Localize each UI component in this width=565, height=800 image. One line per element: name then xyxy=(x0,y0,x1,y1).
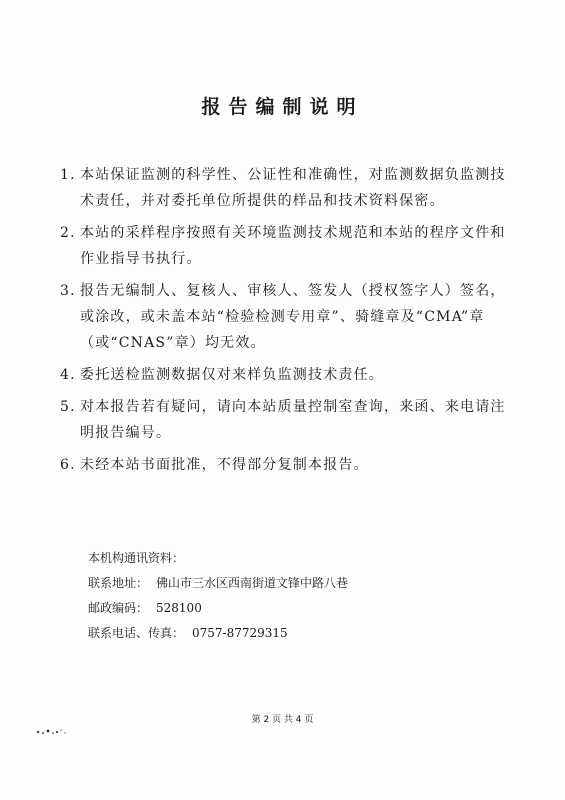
address-value: 佛山市三水区西南街道文锋中路八巷 xyxy=(156,576,349,590)
list-item xyxy=(60,278,510,356)
address-row xyxy=(88,571,348,596)
phone-label: 联系电话、传真： xyxy=(88,626,185,640)
page-number: 第 2 页 共 4 页 xyxy=(251,715,314,725)
postcode-label: 邮政编码： xyxy=(88,601,149,615)
list-item xyxy=(60,362,510,388)
item-number: 2. xyxy=(60,225,76,241)
item-number: 5. xyxy=(60,399,76,415)
list-item xyxy=(60,394,510,446)
list-item xyxy=(60,162,510,214)
postcode-value: 528100 xyxy=(156,601,202,615)
notes-list xyxy=(60,162,510,484)
postcode-row xyxy=(88,596,348,621)
item-text: 本站的采样程序按照有关环境监测技术规范和本站的程序文件和作业指导书执行。 xyxy=(80,225,506,267)
item-number: 6. xyxy=(60,457,76,473)
list-item xyxy=(60,220,510,272)
list-item xyxy=(60,452,510,478)
item-text: 未经本站书面批准，不得部分复制本报告。 xyxy=(80,457,369,473)
item-number: 1. xyxy=(60,167,76,183)
item-number: 3. xyxy=(60,283,76,299)
phone-value: 0757-87729315 xyxy=(192,626,288,640)
address-label: 联系地址： xyxy=(88,576,149,590)
page-title: 报告编制说明 xyxy=(201,96,364,118)
item-text: 报告无编制人、复核人、审核人、签发人（授权签字人）签名，或涂改，或未盖本站“检验检测专用章”、骑缝章及“CMA”章（或“CNAS”章）均无效。 xyxy=(80,283,506,351)
contact-info xyxy=(88,546,348,646)
item-text: 委托送检监测数据仅对来样负监测技术责任。 xyxy=(80,367,384,383)
item-text: 对本报告若有疑问，请向本站质量控制室查询，来函、来电请注明报告编号。 xyxy=(80,399,506,441)
item-number: 4. xyxy=(60,367,76,383)
item-text: 本站保证监测的科学性、公证性和准确性，对监测数据负监测技术责任，并对委托单位所提供的样品和技术资料保密。 xyxy=(80,167,506,209)
scan-smudge-mark xyxy=(34,724,74,738)
phone-row xyxy=(88,621,348,646)
contact-heading: 本机构通讯资料： xyxy=(88,551,185,565)
